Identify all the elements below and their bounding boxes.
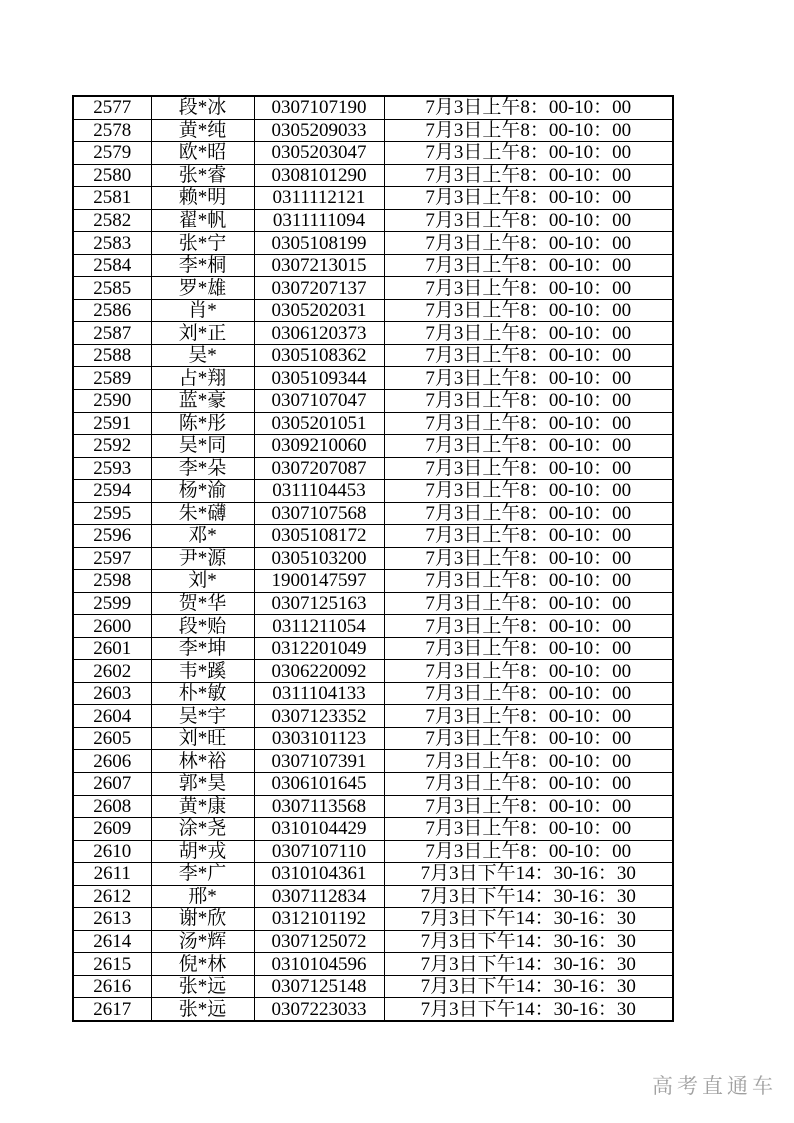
table-row — [73, 998, 673, 1021]
code-cell: 0311104133 — [254, 682, 384, 705]
serial-cell: 2594 — [73, 480, 151, 503]
serial-cell: 2602 — [73, 660, 151, 683]
name-cell: 邢* — [151, 885, 254, 908]
exam-roster-table — [72, 95, 674, 1022]
code-cell: 0312201049 — [254, 637, 384, 660]
timeslot-cell: 7月3日上午8：00-10：00 — [384, 840, 673, 863]
table-row — [73, 344, 673, 367]
code-cell: 0305108199 — [254, 232, 384, 255]
serial-cell: 2592 — [73, 435, 151, 458]
code-cell: 0310104429 — [254, 818, 384, 841]
serial-cell: 2603 — [73, 682, 151, 705]
table-row — [73, 637, 673, 660]
table-row — [73, 164, 673, 187]
timeslot-cell: 7月3日上午8：00-10：00 — [384, 592, 673, 615]
serial-cell: 2606 — [73, 750, 151, 773]
timeslot-cell: 7月3日上午8：00-10：00 — [384, 570, 673, 593]
table-row — [73, 840, 673, 863]
code-cell: 0309210060 — [254, 435, 384, 458]
serial-cell: 2597 — [73, 547, 151, 570]
timeslot-cell: 7月3日上午8：00-10：00 — [384, 435, 673, 458]
name-cell: 朱*礴 — [151, 502, 254, 525]
timeslot-cell: 7月3日上午8：00-10：00 — [384, 344, 673, 367]
name-cell: 李*广 — [151, 863, 254, 886]
table-row — [73, 254, 673, 277]
code-cell: 0311104453 — [254, 480, 384, 503]
table-row — [73, 209, 673, 232]
timeslot-cell: 7月3日下午14：30-16：30 — [384, 953, 673, 976]
table-row — [73, 750, 673, 773]
code-cell: 0305108362 — [254, 344, 384, 367]
serial-cell: 2605 — [73, 727, 151, 750]
code-cell: 0307107110 — [254, 840, 384, 863]
name-cell: 韦*蹊 — [151, 660, 254, 683]
code-cell: 1900147597 — [254, 570, 384, 593]
table-row — [73, 435, 673, 458]
name-cell: 林*裕 — [151, 750, 254, 773]
name-cell: 蓝*豪 — [151, 389, 254, 412]
name-cell: 尹*源 — [151, 547, 254, 570]
name-cell: 邓* — [151, 525, 254, 548]
serial-cell: 2582 — [73, 209, 151, 232]
name-cell: 杨*渝 — [151, 480, 254, 503]
name-cell: 张*睿 — [151, 164, 254, 187]
serial-cell: 2589 — [73, 367, 151, 390]
name-cell: 李*坤 — [151, 637, 254, 660]
watermark: 高考直通车 — [652, 1075, 777, 1098]
code-cell: 0307112834 — [254, 885, 384, 908]
timeslot-cell: 7月3日上午8：00-10：00 — [384, 705, 673, 728]
timeslot-cell: 7月3日上午8：00-10：00 — [384, 412, 673, 435]
table-row — [73, 389, 673, 412]
code-cell: 0305209033 — [254, 119, 384, 142]
serial-cell: 2607 — [73, 773, 151, 796]
code-cell: 0307125072 — [254, 930, 384, 953]
name-cell: 翟*帆 — [151, 209, 254, 232]
timeslot-cell: 7月3日上午8：00-10：00 — [384, 299, 673, 322]
roster-table-body — [73, 96, 673, 1021]
table-row — [73, 277, 673, 300]
timeslot-cell: 7月3日上午8：00-10：00 — [384, 682, 673, 705]
serial-cell: 2609 — [73, 818, 151, 841]
code-cell: 0305202031 — [254, 299, 384, 322]
serial-cell: 2581 — [73, 187, 151, 210]
code-cell: 0307125163 — [254, 592, 384, 615]
code-cell: 0307223033 — [254, 998, 384, 1021]
timeslot-cell: 7月3日上午8：00-10：00 — [384, 818, 673, 841]
serial-cell: 2610 — [73, 840, 151, 863]
timeslot-cell: 7月3日上午8：00-10：00 — [384, 277, 673, 300]
code-cell: 0307125148 — [254, 975, 384, 998]
timeslot-cell: 7月3日上午8：00-10：00 — [384, 209, 673, 232]
table-row — [73, 525, 673, 548]
timeslot-cell: 7月3日上午8：00-10：00 — [384, 389, 673, 412]
table-row — [73, 367, 673, 390]
table-row — [73, 119, 673, 142]
name-cell: 郭*昊 — [151, 773, 254, 796]
table-row — [73, 795, 673, 818]
serial-cell: 2599 — [73, 592, 151, 615]
name-cell: 汤*辉 — [151, 930, 254, 953]
serial-cell: 2586 — [73, 299, 151, 322]
serial-cell: 2611 — [73, 863, 151, 886]
serial-cell: 2580 — [73, 164, 151, 187]
table-row — [73, 412, 673, 435]
code-cell: 0307107391 — [254, 750, 384, 773]
table-row — [73, 142, 673, 165]
name-cell: 李*朵 — [151, 457, 254, 480]
table-row — [73, 322, 673, 345]
timeslot-cell: 7月3日上午8：00-10：00 — [384, 660, 673, 683]
serial-cell: 2578 — [73, 119, 151, 142]
timeslot-cell: 7月3日上午8：00-10：00 — [384, 750, 673, 773]
code-cell: 0305201051 — [254, 412, 384, 435]
serial-cell: 2590 — [73, 389, 151, 412]
serial-cell: 2596 — [73, 525, 151, 548]
serial-cell: 2612 — [73, 885, 151, 908]
table-row — [73, 818, 673, 841]
timeslot-cell: 7月3日上午8：00-10：00 — [384, 96, 673, 119]
serial-cell: 2600 — [73, 615, 151, 638]
timeslot-cell: 7月3日上午8：00-10：00 — [384, 525, 673, 548]
table-row — [73, 885, 673, 908]
name-cell: 张*远 — [151, 998, 254, 1021]
code-cell: 0303101123 — [254, 727, 384, 750]
code-cell: 0307207137 — [254, 277, 384, 300]
timeslot-cell: 7月3日上午8：00-10：00 — [384, 367, 673, 390]
timeslot-cell: 7月3日上午8：00-10：00 — [384, 232, 673, 255]
serial-cell: 2604 — [73, 705, 151, 728]
code-cell: 0308101290 — [254, 164, 384, 187]
name-cell: 吴*宇 — [151, 705, 254, 728]
name-cell: 欧*昭 — [151, 142, 254, 165]
timeslot-cell: 7月3日下午14：30-16：30 — [384, 930, 673, 953]
code-cell: 0306101645 — [254, 773, 384, 796]
serial-cell: 2595 — [73, 502, 151, 525]
serial-cell: 2584 — [73, 254, 151, 277]
serial-cell: 2608 — [73, 795, 151, 818]
name-cell: 黄*纯 — [151, 119, 254, 142]
serial-cell: 2587 — [73, 322, 151, 345]
code-cell: 0312101192 — [254, 908, 384, 931]
name-cell: 吴* — [151, 344, 254, 367]
table-row — [73, 953, 673, 976]
name-cell: 陈*彤 — [151, 412, 254, 435]
name-cell: 赖*明 — [151, 187, 254, 210]
table-row — [73, 592, 673, 615]
table-row — [73, 547, 673, 570]
timeslot-cell: 7月3日上午8：00-10：00 — [384, 727, 673, 750]
table-row — [73, 299, 673, 322]
table-row — [73, 96, 673, 119]
name-cell: 张*宁 — [151, 232, 254, 255]
name-cell: 张*远 — [151, 975, 254, 998]
code-cell: 0311112121 — [254, 187, 384, 210]
serial-cell: 2593 — [73, 457, 151, 480]
timeslot-cell: 7月3日上午8：00-10：00 — [384, 187, 673, 210]
code-cell: 0307207087 — [254, 457, 384, 480]
table-row — [73, 908, 673, 931]
name-cell: 刘*正 — [151, 322, 254, 345]
timeslot-cell: 7月3日下午14：30-16：30 — [384, 975, 673, 998]
table-row — [73, 660, 673, 683]
name-cell: 贺*华 — [151, 592, 254, 615]
table-row — [73, 682, 673, 705]
timeslot-cell: 7月3日上午8：00-10：00 — [384, 457, 673, 480]
name-cell: 胡*戎 — [151, 840, 254, 863]
timeslot-cell: 7月3日上午8：00-10：00 — [384, 502, 673, 525]
serial-cell: 2585 — [73, 277, 151, 300]
timeslot-cell: 7月3日下午14：30-16：30 — [384, 998, 673, 1021]
name-cell: 谢*欣 — [151, 908, 254, 931]
table-row — [73, 863, 673, 886]
serial-cell: 2615 — [73, 953, 151, 976]
timeslot-cell: 7月3日上午8：00-10：00 — [384, 773, 673, 796]
name-cell: 罗*雄 — [151, 277, 254, 300]
serial-cell: 2579 — [73, 142, 151, 165]
serial-cell: 2588 — [73, 344, 151, 367]
timeslot-cell: 7月3日上午8：00-10：00 — [384, 637, 673, 660]
name-cell: 段*贻 — [151, 615, 254, 638]
name-cell: 李*桐 — [151, 254, 254, 277]
serial-cell: 2617 — [73, 998, 151, 1021]
serial-cell: 2583 — [73, 232, 151, 255]
name-cell: 吴*同 — [151, 435, 254, 458]
code-cell: 0311211054 — [254, 615, 384, 638]
table-row — [73, 705, 673, 728]
code-cell: 0307213015 — [254, 254, 384, 277]
table-row — [73, 187, 673, 210]
serial-cell: 2601 — [73, 637, 151, 660]
code-cell: 0306120373 — [254, 322, 384, 345]
timeslot-cell: 7月3日上午8：00-10：00 — [384, 480, 673, 503]
timeslot-cell: 7月3日上午8：00-10：00 — [384, 119, 673, 142]
timeslot-cell: 7月3日上午8：00-10：00 — [384, 322, 673, 345]
table-row — [73, 502, 673, 525]
name-cell: 涂*尧 — [151, 818, 254, 841]
table-row — [73, 457, 673, 480]
code-cell: 0307107047 — [254, 389, 384, 412]
timeslot-cell: 7月3日上午8：00-10：00 — [384, 547, 673, 570]
code-cell: 0306220092 — [254, 660, 384, 683]
serial-cell: 2613 — [73, 908, 151, 931]
table-row — [73, 930, 673, 953]
name-cell: 刘* — [151, 570, 254, 593]
serial-cell: 2598 — [73, 570, 151, 593]
timeslot-cell: 7月3日下午14：30-16：30 — [384, 908, 673, 931]
name-cell: 黄*康 — [151, 795, 254, 818]
code-cell: 0307107568 — [254, 502, 384, 525]
name-cell: 段*冰 — [151, 96, 254, 119]
timeslot-cell: 7月3日上午8：00-10：00 — [384, 254, 673, 277]
code-cell: 0305109344 — [254, 367, 384, 390]
table-row — [73, 975, 673, 998]
table-row — [73, 480, 673, 503]
name-cell: 刘*旺 — [151, 727, 254, 750]
table-row — [73, 773, 673, 796]
code-cell: 0307107190 — [254, 96, 384, 119]
timeslot-cell: 7月3日上午8：00-10：00 — [384, 142, 673, 165]
code-cell: 0305103200 — [254, 547, 384, 570]
code-cell: 0307123352 — [254, 705, 384, 728]
name-cell: 朴*敏 — [151, 682, 254, 705]
table-row — [73, 232, 673, 255]
name-cell: 肖* — [151, 299, 254, 322]
timeslot-cell: 7月3日上午8：00-10：00 — [384, 615, 673, 638]
serial-cell: 2577 — [73, 96, 151, 119]
serial-cell: 2614 — [73, 930, 151, 953]
name-cell: 占*翔 — [151, 367, 254, 390]
code-cell: 0311111094 — [254, 209, 384, 232]
code-cell: 0305108172 — [254, 525, 384, 548]
timeslot-cell: 7月3日上午8：00-10：00 — [384, 795, 673, 818]
code-cell: 0305203047 — [254, 142, 384, 165]
code-cell: 0310104361 — [254, 863, 384, 886]
serial-cell: 2616 — [73, 975, 151, 998]
table-row — [73, 615, 673, 638]
code-cell: 0307113568 — [254, 795, 384, 818]
serial-cell: 2591 — [73, 412, 151, 435]
table-row — [73, 727, 673, 750]
timeslot-cell: 7月3日上午8：00-10：00 — [384, 164, 673, 187]
name-cell: 倪*林 — [151, 953, 254, 976]
table-row — [73, 570, 673, 593]
timeslot-cell: 7月3日下午14：30-16：30 — [384, 863, 673, 886]
code-cell: 0310104596 — [254, 953, 384, 976]
timeslot-cell: 7月3日下午14：30-16：30 — [384, 885, 673, 908]
